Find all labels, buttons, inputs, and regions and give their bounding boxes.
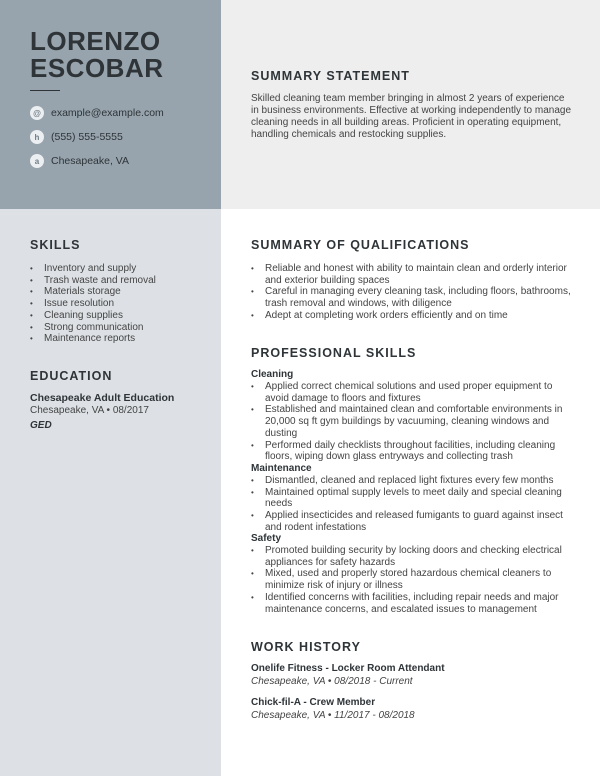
- list-item: • Identified concerns with facilities, including repair needs and major maintenance concerns, and escalated issues to management: [251, 592, 576, 615]
- candidate-name: [30, 28, 164, 82]
- job-title: Onelife Fitness - Locker Room Attendant: [251, 663, 445, 674]
- list-item: • Trash waste and removal: [30, 275, 210, 287]
- cleaning-list: [251, 381, 576, 463]
- skills-list: [30, 263, 210, 345]
- list-item: • Promoted building security by locking doors and checking electrical appliances for safety hazards: [251, 545, 576, 568]
- professional-skills-title: PROFESSIONAL SKILLS: [251, 346, 417, 360]
- last-name: ESCOBAR: [30, 53, 164, 83]
- phone-icon: h: [30, 130, 44, 144]
- skills-title: SKILLS: [30, 238, 81, 252]
- summary-text: Skilled cleaning team member bringing in almost 2 years of experience in business environments. Effective at working independently to manage cleaning needs in all building areas. Proficient in operating equipment, handling chemicals and restocking supplies.: [251, 93, 572, 140]
- list-item: • Careful in managing every cleaning task, including floors, bathrooms, trash removal and windows, with diligence: [251, 286, 576, 309]
- address-text: Chesapeake, VA: [51, 155, 130, 167]
- contact-address: [30, 154, 129, 168]
- skill-group-safety: Safety: [251, 533, 282, 544]
- education-degree: GED: [30, 420, 52, 431]
- contact-phone: [30, 130, 123, 144]
- address-icon: a: [30, 154, 44, 168]
- list-item: • Dismantled, cleaned and replaced light fixtures every few months: [251, 475, 576, 487]
- job-title: Chick-fil-A - Crew Member: [251, 697, 376, 708]
- maintenance-list: [251, 475, 576, 534]
- work-history-title: WORK HISTORY: [251, 640, 361, 654]
- email-text: example@example.com: [51, 107, 164, 119]
- list-item: • Issue resolution: [30, 298, 210, 310]
- list-item: • Established and maintained clean and comfortable environments in 20,000 sq ft gym buildings by vacuuming, cleaning windows and dusting: [251, 404, 576, 439]
- list-item: • Reliable and honest with ability to maintain clean and orderly interior and exterior building spaces: [251, 263, 576, 286]
- education-location: Chesapeake, VA • 08/2017: [30, 405, 149, 416]
- qualifications-title: SUMMARY OF QUALIFICATIONS: [251, 238, 470, 252]
- qualifications-list: [251, 263, 576, 322]
- list-item: • Applied insecticides and released fumigants to guard against insect and rodent infestations: [251, 510, 576, 533]
- list-item: • Strong communication: [30, 322, 210, 334]
- skill-group-maintenance: Maintenance: [251, 463, 312, 474]
- safety-list: [251, 545, 576, 615]
- job-meta: Chesapeake, VA • 11/2017 - 08/2018: [251, 710, 415, 721]
- contact-email: [30, 106, 164, 120]
- list-item: • Adept at completing work orders efficiently and on time: [251, 310, 576, 322]
- list-item: • Mixed, used and properly stored hazardous chemical cleaners to minimize risk of injury or illness: [251, 568, 576, 591]
- list-item: • Performed daily checklists throughout facilities, including cleaning floors, wiping down glass entryways and collecting trash: [251, 440, 576, 463]
- email-icon: @: [30, 106, 44, 120]
- education-title: EDUCATION: [30, 369, 113, 383]
- phone-text: (555) 555-5555: [51, 131, 123, 143]
- first-name: LORENZO: [30, 26, 161, 56]
- job-meta: Chesapeake, VA • 08/2018 - Current: [251, 676, 413, 687]
- list-item: • Inventory and supply: [30, 263, 210, 275]
- skill-group-cleaning: Cleaning: [251, 369, 294, 380]
- list-item: • Maintained optimal supply levels to meet daily and special cleaning needs: [251, 487, 576, 510]
- list-item: • Maintenance reports: [30, 333, 210, 345]
- summary-title: SUMMARY STATEMENT: [251, 69, 410, 83]
- list-item: • Materials storage: [30, 286, 210, 298]
- name-divider: [30, 90, 60, 91]
- list-item: • Applied correct chemical solutions and used proper equipment to avoid damage to floors and fixtures: [251, 381, 576, 404]
- education-school: Chesapeake Adult Education: [30, 392, 175, 404]
- list-item: • Cleaning supplies: [30, 310, 210, 322]
